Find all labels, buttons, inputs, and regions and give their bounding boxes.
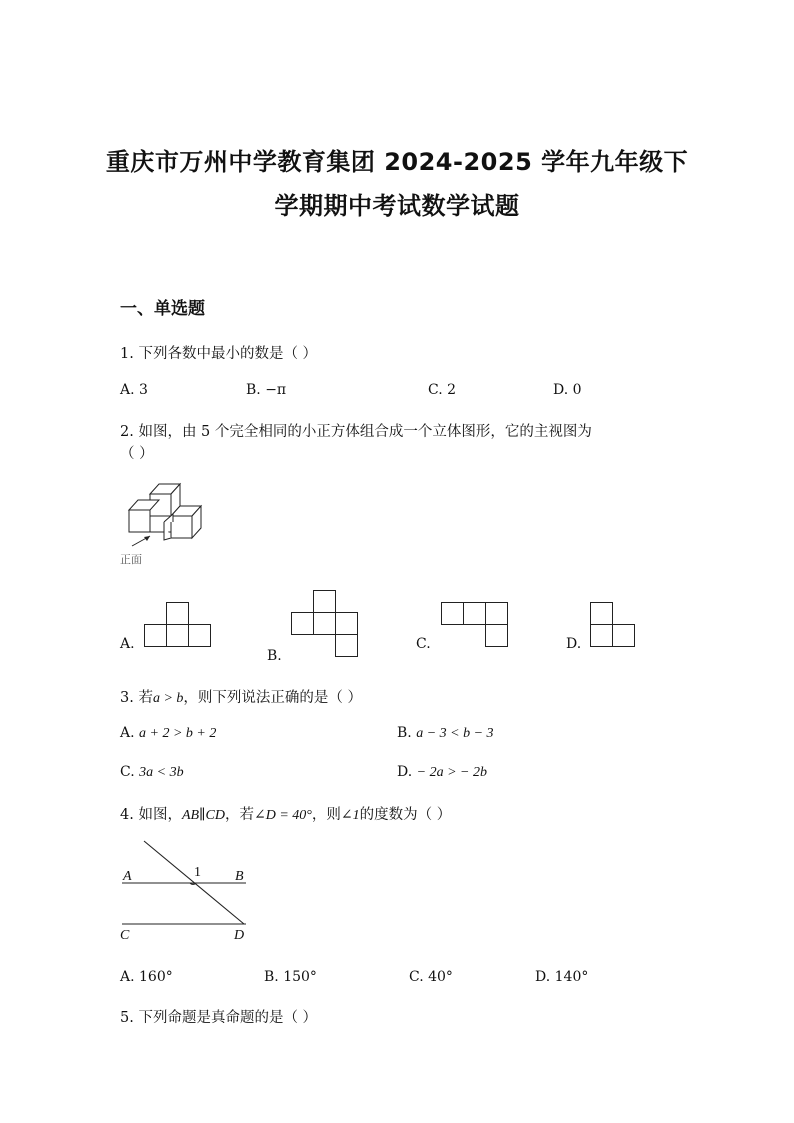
q2-option-d-figure: [590, 602, 638, 648]
q4-label-a: A: [123, 869, 132, 884]
section-heading: 一、单选题: [120, 299, 205, 319]
q3-stem-math: a > b: [152, 691, 184, 706]
q3-option-b: [397, 725, 494, 742]
q3-option-c-math: 3a < 3b: [139, 765, 184, 780]
q2-option-a-figure: [144, 602, 212, 648]
q3-option-c-letter: C.: [120, 764, 135, 780]
q4-label-angle1: 1: [194, 865, 201, 880]
q1-option-d: D. 0: [553, 382, 582, 398]
q1-option-c: C. 2: [428, 382, 457, 398]
q2-solid-figure: [120, 478, 210, 570]
q3-option-d: [397, 764, 487, 781]
page-title-line2: 学期期中考试数学试题: [274, 192, 520, 220]
q3-option-b-math: a − 3 < b − 3: [416, 726, 494, 741]
q4-stem-math2: ∠D = 40°: [253, 808, 312, 823]
q3-stem-prefix: 3. 若: [120, 690, 153, 706]
q4-option-b: B. 150°: [264, 969, 317, 985]
q3-option-a: [120, 725, 216, 742]
q4-option-c: C. 40°: [409, 969, 453, 985]
q4-option-d: D. 140°: [535, 969, 589, 985]
q4-label-d: D: [234, 928, 245, 943]
q2-option-b-letter: B.: [267, 648, 282, 664]
q4-parallel-lines-figure: [118, 838, 250, 946]
q3-option-a-letter: A.: [120, 725, 135, 741]
q3-option-d-math: − 2a > − 2b: [416, 765, 487, 780]
page-title-line1: 重庆市万州中学教育集团 2024-2025 学年九年级下: [105, 148, 689, 176]
q2-option-c-figure: [441, 602, 511, 648]
q3-stem-suffix: ，则下列说法正确的是（ ）: [183, 690, 363, 706]
question-4-stem: [120, 803, 451, 824]
question-3-stem: [120, 686, 362, 707]
q4-stem-suffix: 的度数为（ ）: [359, 807, 452, 823]
q4-stem-mid2: ，则: [311, 807, 341, 823]
q4-stem-math1: AB∥CD: [181, 808, 225, 823]
q4-label-b: B: [235, 869, 244, 884]
q1-option-a: A. 3: [120, 382, 148, 398]
q4-stem-prefix: 4. 如图，: [120, 807, 182, 823]
q3-option-c: [120, 764, 184, 781]
q1-option-b: B. −π: [246, 382, 287, 398]
q3-option-b-letter: B.: [397, 725, 412, 741]
q2-figure-label: 正面: [120, 553, 142, 566]
q4-stem-math3: ∠1: [340, 808, 360, 823]
q2-option-a-letter: A.: [120, 636, 135, 652]
q2-option-c-letter: C.: [416, 636, 431, 652]
q4-option-a: A. 160°: [120, 969, 173, 985]
q3-option-d-letter: D.: [397, 764, 413, 780]
q3-option-a-math: a + 2 > b + 2: [139, 726, 217, 741]
question-1-stem: 1. 下列各数中最小的数是（ ）: [120, 346, 318, 362]
q2-option-d-letter: D.: [566, 636, 582, 652]
q2-option-b-figure: [291, 590, 361, 660]
q4-label-c: C: [120, 928, 130, 943]
q4-stem-mid: ，若: [224, 807, 254, 823]
question-5-stem: 5. 下列命题是真命题的是（ ）: [120, 1010, 318, 1026]
question-2-stem: 2. 如图，由 5 个完全相同的小正方体组合成一个立体图形，它的主视图为: [120, 424, 592, 440]
question-2-stem-cont: （ ）: [120, 446, 154, 462]
